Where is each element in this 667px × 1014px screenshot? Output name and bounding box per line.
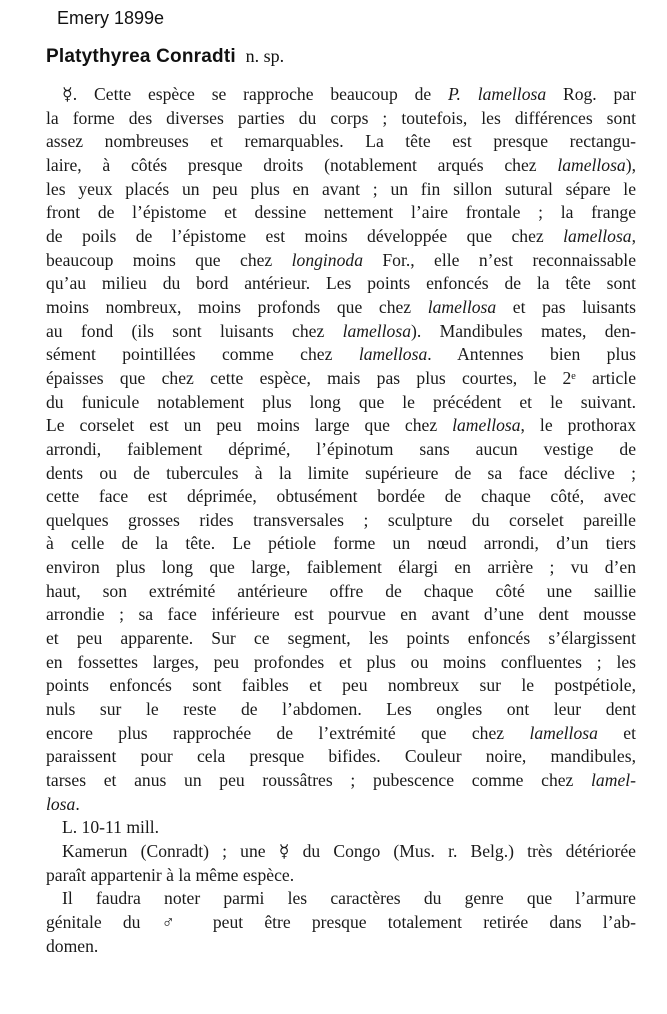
text-line	[46, 911, 636, 935]
italic-text: longinoda	[291, 249, 363, 270]
italic-text: lamellosa	[427, 296, 497, 317]
text-run: encore plus rapprochée de l’extrémité que chez	[46, 722, 530, 743]
text-line	[46, 840, 636, 864]
text-line	[46, 627, 636, 651]
text-run: arrondie ; sa face inférieure est pourvue en avant d’une dent mousse	[46, 604, 636, 625]
text-run: tarses et anus un peu roussâtres ; pubescence comme chez	[46, 770, 592, 791]
text-run: nuls sur le reste de l’abdomen. Les ongles ont leur dent	[46, 699, 636, 720]
text-run: génitale du ♂ peut être presque totalement retirée dans l’ab-	[46, 911, 636, 932]
text-line	[46, 178, 636, 202]
italic-text: lamellosa	[452, 415, 521, 436]
text-run: et peu apparente. Sur ce segment, les points enfoncés s’élargissent	[46, 628, 636, 649]
italic-text: P. lamellosa	[448, 84, 547, 104]
species-title	[46, 46, 284, 68]
text-line	[46, 532, 636, 556]
text-run: sément pointillées comme chez	[46, 344, 359, 365]
text-line	[46, 130, 636, 154]
text-run: Le corselet est un peu moins large que chez	[46, 415, 453, 436]
italic-text: lamellosa	[358, 344, 428, 365]
text-run: dents ou de tubercules à la limite supérieure de sa face déclive ;	[46, 462, 636, 483]
text-run: Il faudra noter parmi les caractères du genre que l’armure	[62, 888, 636, 909]
text-line	[46, 201, 636, 225]
text-run: de poils de l’épistome est moins développée que chez	[46, 225, 564, 246]
italic-text: lamellosa	[529, 722, 598, 743]
text-line	[46, 320, 636, 344]
text-run: paraissent pour cela presque bifides. Couleur noire, mandibules,	[46, 746, 636, 767]
text-line	[46, 485, 636, 509]
text-run: front de l’épistome et dessine nettement l’aire frontale ; la frange	[46, 202, 636, 223]
text-line	[46, 722, 636, 746]
text-line	[46, 674, 636, 698]
text-line	[46, 509, 636, 533]
text-run: en fossettes larges, peu profondes et plus ou moins confluentes ; les	[46, 651, 636, 672]
text-line	[46, 367, 636, 391]
text-run: quelques grosses rides transversales ; sculpture du corselet pareille	[46, 509, 636, 530]
italic-text: lamellosa	[563, 225, 632, 246]
italic-text: losa	[46, 793, 76, 814]
text-run: et	[597, 722, 636, 743]
text-run: domen.	[46, 935, 99, 956]
text-run: et pas luisants	[496, 296, 636, 317]
text-line	[46, 391, 636, 415]
italic-text: lamellosa	[557, 154, 626, 175]
locality-paragraph	[46, 840, 636, 887]
text-line	[46, 793, 636, 817]
text-line	[46, 272, 636, 296]
text-line	[46, 698, 636, 722]
text-run: ,	[631, 225, 636, 246]
text-run: For., elle n’est reconnaissable	[363, 249, 636, 270]
italic-text: lamel-	[591, 770, 636, 791]
text-line	[46, 462, 636, 486]
text-run: les yeux placés un peu plus en avant ; un fin sillon sutural sépare le	[46, 178, 636, 199]
text-run: qu’au milieu du bord antérieur. Les points enfoncés de la tête sont	[46, 273, 636, 294]
text-line	[46, 296, 636, 320]
species-description	[46, 83, 636, 958]
description-paragraph	[46, 83, 636, 816]
measurement-line: L. 10-11 mill.	[62, 817, 160, 838]
text-line	[46, 83, 636, 107]
text-run: beaucoup moins que chez	[46, 249, 292, 270]
text-line	[46, 438, 636, 462]
text-run: cette face est déprimée, obtusément bordée de chaque côté, avec	[46, 486, 636, 507]
text-run: laire, à côtés presque droits (notablement arqués chez	[46, 154, 558, 175]
text-line	[46, 864, 636, 888]
text-run: la forme des diverses parties du corps ; toutefois, les différences sont	[46, 107, 636, 128]
text-run: .	[75, 793, 80, 814]
text-run: ),	[625, 154, 636, 175]
note-paragraph	[46, 887, 636, 958]
text-line	[46, 414, 636, 438]
text-run: moins nombreux, moins profonds que chez	[46, 296, 428, 317]
text-run: du funicule notablement plus long que le précédent et le suivant.	[46, 391, 636, 412]
italic-text: lamellosa	[342, 320, 411, 341]
text-line	[46, 225, 636, 249]
text-line	[46, 249, 636, 273]
text-run: au fond (ils sont luisants chez	[46, 320, 343, 341]
species-name: Platythyrea Conradti	[46, 46, 236, 67]
text-run: environ plus long que large, faiblement élargi en arrière ; vu d’en	[46, 557, 636, 578]
text-line	[46, 769, 636, 793]
citation-header: Emery 1899e	[57, 8, 165, 28]
text-run: épaisses que chez cette espèce, mais pas plus courtes, le 2ᵉ article	[46, 367, 636, 388]
text-line	[46, 154, 636, 178]
text-run: haut, son extrémité antérieure offre de chaque côté une saillie	[46, 580, 636, 601]
text-line	[46, 107, 636, 131]
text-run: , le prothorax	[520, 415, 637, 436]
text-run: Rog. par	[546, 84, 636, 104]
text-run: . Antennes bien plus	[427, 344, 637, 365]
text-run: assez nombreuses et remarquables. La tête est presque rectangu-	[46, 131, 636, 152]
text-line	[46, 556, 636, 580]
text-line	[46, 580, 636, 604]
species-status: n. sp.	[245, 46, 285, 66]
text-run: Kamerun (Conradt) ; une ☿ du Congo (Mus. r. Belg.) très détériorée	[62, 841, 636, 861]
text-run: à celle de la tête. Le pétiole forme un nœud arrondi, d’un tiers	[46, 533, 636, 554]
text-run: ☿. Cette espèce se rapproche beaucoup de	[62, 84, 449, 104]
text-line	[46, 603, 636, 627]
text-run: points enfoncés sont faibles et peu nombreux sur le postpétiole,	[46, 675, 636, 696]
text-line	[46, 651, 636, 675]
text-run: arrondi, faiblement déprimé, l’épinotum sans aucun vestige de	[46, 438, 636, 459]
text-run: ). Mandibules mates, den-	[411, 320, 636, 341]
text-line	[46, 343, 636, 367]
text-run: paraît appartenir à la même espèce.	[46, 864, 295, 885]
text-line	[46, 887, 636, 911]
text-line	[46, 935, 636, 959]
text-line	[46, 745, 636, 769]
